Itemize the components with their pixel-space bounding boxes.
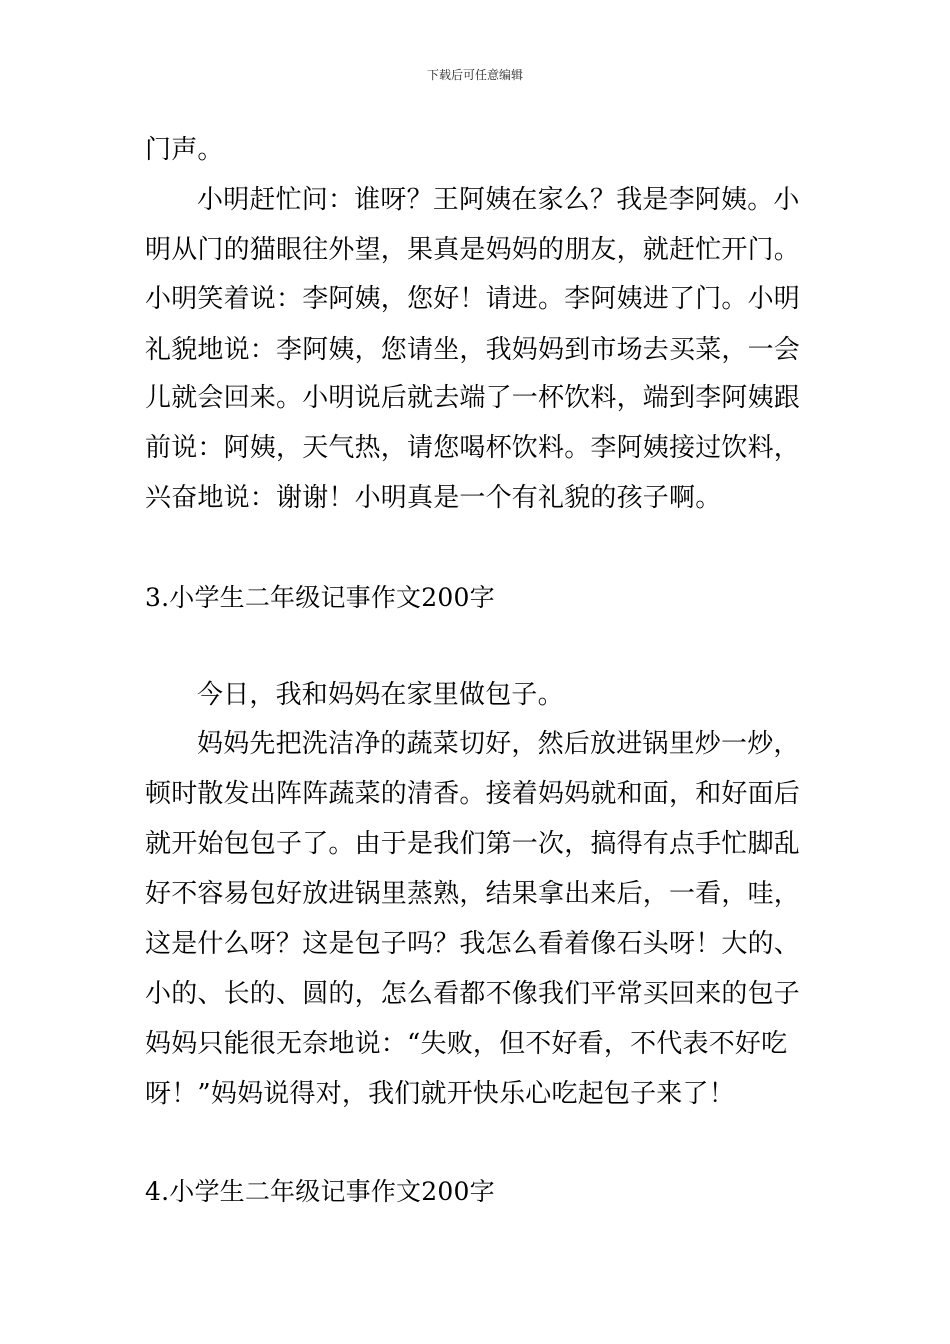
paragraph-line: 小的、长的、圆的，怎么看都不像我们平常买回来的包子 [145,979,801,1009]
paragraph-line: 门声。 [145,135,224,165]
paragraph-line: 妈妈先把洗洁净的蔬菜切好，然后放进锅里炒一炒， [197,729,800,759]
paragraph-line: 就开始包包子了。由于是我们第一次，搞得有点手忙脚乱 [145,829,801,859]
paragraph-line: 兴奋地说：谢谢！小明真是一个有礼貌的孩子啊。 [145,483,722,513]
paragraph-line: 今日，我和妈妈在家里做包子。 [197,680,564,710]
paragraph-line: 好不容易包好放进锅里蒸熟，结果拿出来后，一看，哇， [145,879,801,909]
paragraph-line: 顿时散发出阵阵蔬菜的清香。接着妈妈就和面，和好面后 [145,779,801,809]
paragraph-line: 妈妈只能很无奈地说：“失败，但不好看，不代表不好吃 [145,1029,788,1059]
paragraph-line: 明从门的猫眼往外望，果真是妈妈的朋友，就赶忙开门。 [145,235,801,265]
section-heading: 3.小学生二年级记事作文200字 [145,583,495,612]
page-header: 下载后可任意编辑 [426,68,523,82]
paragraph-line: 呀！”妈妈说得对，我们就开快乐心吃起包子来了！ [145,1079,735,1109]
paragraph-line: 小明笑着说：李阿姨，您好！请进。李阿姨进了门。小明 [145,284,801,314]
section-heading: 4.小学生二年级记事作文200字 [145,1177,495,1206]
paragraph-line: 礼貌地说：李阿姨，您请坐，我妈妈到市场去买菜，一会 [145,335,801,365]
paragraph-line: 儿就会回来。小明说后就去端了一杯饮料，端到李阿姨跟 [145,383,801,413]
paragraph-line: 这是什么呀？这是包子吗？我怎么看着像石头呀！大的、 [145,929,801,959]
paragraph-line: 前说：阿姨，天气热，请您喝杯饮料。李阿姨接过饮料， [145,433,801,463]
paragraph-line: 小明赶忙问：谁呀？王阿姨在家么？我是李阿姨。小 [197,185,800,215]
